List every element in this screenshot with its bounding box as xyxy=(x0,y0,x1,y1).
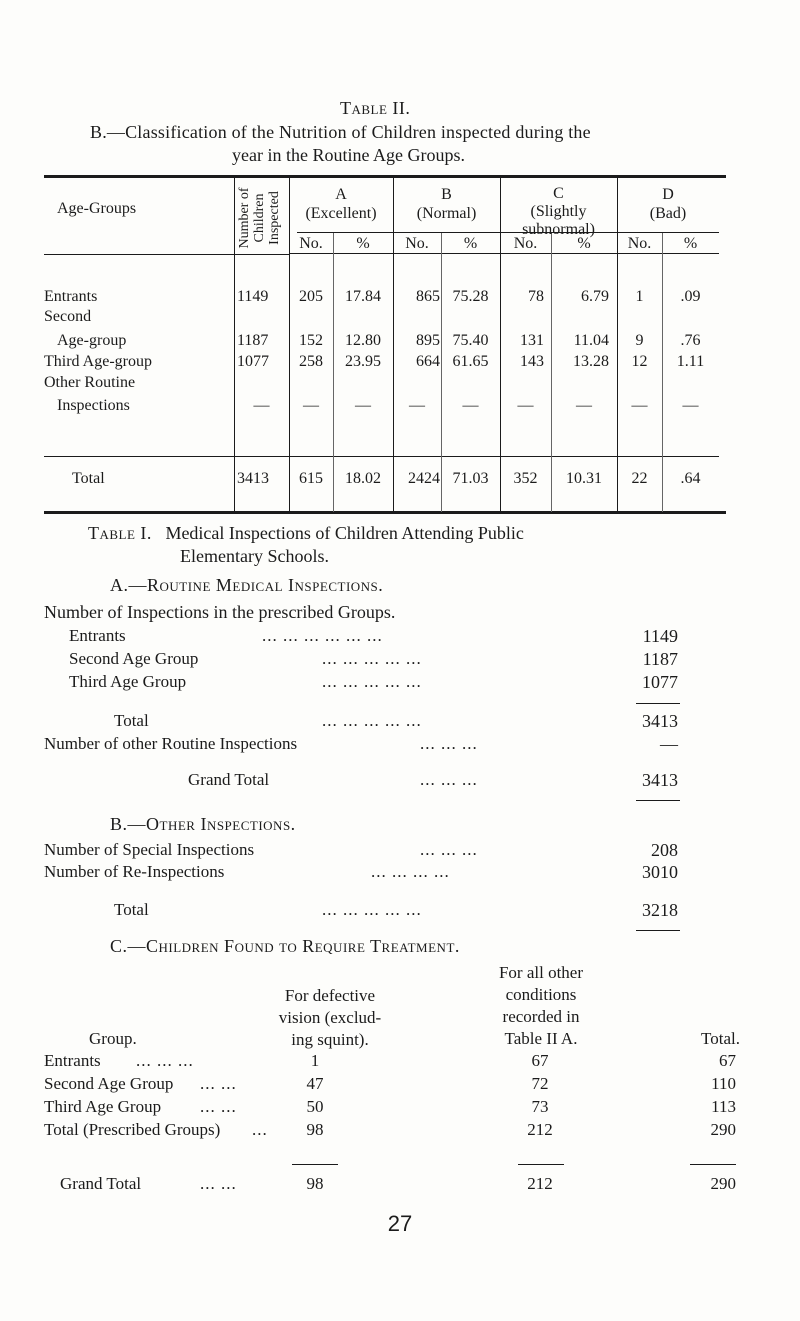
header-c: C (Slightly subnormal) xyxy=(522,185,595,238)
section-b-heading: B.—Other Inspections. xyxy=(110,814,296,834)
sub-c-pct: % xyxy=(577,235,591,252)
c-header-total: Total. xyxy=(701,1029,740,1048)
section-a-heading: A.—Routine Medical Inspections. xyxy=(110,575,384,595)
sub-a-pct: % xyxy=(356,235,370,252)
sub-d-pct: % xyxy=(683,235,698,252)
header-a: A (Excellent) xyxy=(305,186,377,222)
c-header-defective: For defective vision (exclud- ing squint). xyxy=(278,986,382,1049)
c-header-other: For all other conditions recorded in Table II A. xyxy=(498,963,584,1048)
sub-a-no: No. xyxy=(299,235,323,252)
section-a-intro: Number of Inspections in the prescribed Groups. xyxy=(44,602,396,622)
section-c-heading: C.—Children Found to Require Treatment. xyxy=(110,936,460,956)
divider xyxy=(292,1164,338,1165)
divider xyxy=(636,800,680,801)
table-ii-caption-line2: year in the Routine Age Groups. xyxy=(232,145,465,165)
divider xyxy=(636,930,680,931)
divider xyxy=(518,1164,564,1165)
header-d: D (Bad) xyxy=(649,186,687,222)
table-i-title: Table I. Medical Inspections of Children Attending Public xyxy=(88,523,524,543)
c-header-group: Group. xyxy=(89,1029,137,1048)
sub-b-no: No. xyxy=(405,235,429,252)
table-ii-caption-line1: B.—Classification of the Nutrition of Children inspected during the xyxy=(90,122,591,142)
sub-c-no: No. xyxy=(513,235,538,252)
table-ii-title: Table II. xyxy=(340,98,411,118)
table-i-title-line2: Elementary Schools. xyxy=(180,546,329,566)
divider xyxy=(690,1164,736,1165)
header-number-inspected: Number of Children Inspected xyxy=(237,187,282,249)
divider xyxy=(636,703,680,704)
header-age-groups: Age-Groups xyxy=(57,200,137,217)
sub-b-pct: % xyxy=(463,235,478,252)
sub-d-no: No. xyxy=(627,235,652,252)
page-number: 27 xyxy=(387,1211,413,1236)
header-b: B (Normal) xyxy=(416,186,477,222)
